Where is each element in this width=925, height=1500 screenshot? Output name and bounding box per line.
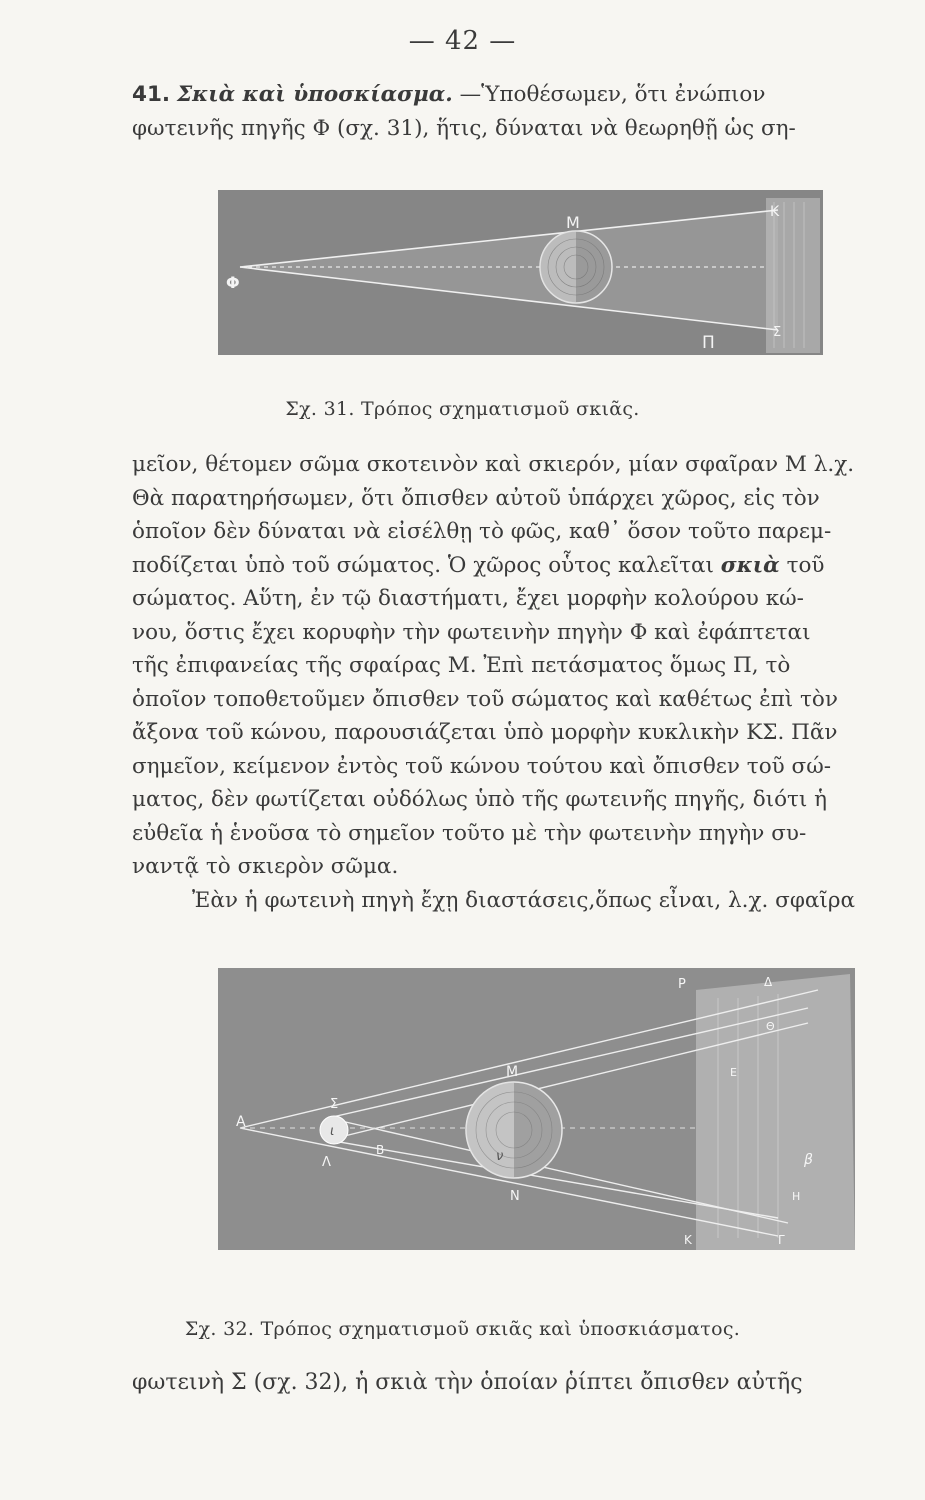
fig32-label-beta: β [804, 1152, 813, 1168]
figure-31-diagram [218, 190, 823, 355]
fig32-label-m: M [506, 1064, 519, 1080]
figure-32 [218, 968, 855, 1250]
fig32-label-n: N [510, 1189, 520, 1204]
body-paragraph [132, 448, 912, 917]
footer-paragraph [132, 1366, 912, 1400]
section-title: Σκιὰ καὶ ὑποσκίασμα. [176, 82, 453, 107]
body-line-3: ὁποῖον δὲν δύναται νὰ εἰσέλθῃ τὸ φῶς, καθ᾽ ὅσον τοῦτο παρεμ- [132, 519, 832, 544]
fig31-label-phi: Φ [226, 273, 240, 292]
fig31-label-m: M [566, 213, 580, 232]
body-line-9: ἄξονα τοῦ κώνου, παρουσιάζεται ὑπὸ μορφὴν κυκλικὴν ΚΣ. Πᾶν [132, 720, 838, 745]
body-line-1: μεῖον, θέτομεν σῶμα σκοτεινὸν καὶ σκιερόν, μίαν σφαῖραν Μ λ.χ. [132, 452, 855, 477]
fig31-label-pi: Π [702, 333, 715, 353]
fig32-label-h: H [792, 1190, 801, 1203]
section-number: 41. [132, 82, 171, 107]
intro-line-2: φωτεινῆς πηγῆς Φ (σχ. 31), ἥτις, δύναται νὰ θεωρηθῇ ὡς ση- [132, 115, 796, 141]
body-line-5: σώματος. Αὕτη, ἐν τῷ διαστήματι, ἔχει μορφὴν κολούρου κώ- [132, 586, 804, 611]
fig32-label-a: A [236, 1114, 246, 1130]
body-line-2: Θὰ παρατηρήσωμεν, ὅτι ὄπισθεν αὐτοῦ ὑπάρχει χῶρος, εἰς τὸν [132, 485, 820, 511]
intro-line-1: —Ὑποθέσωμεν, ὅτι ἐνώπιον [459, 82, 766, 107]
term-skia: σκιὰ [720, 552, 780, 578]
figure-31-caption: Σχ. 31. Τρόπος σχηματισμοῦ σκιᾶς. [285, 398, 640, 420]
figure-31 [218, 190, 823, 355]
body-line-11: ματος, δὲν φωτίζεται οὐδόλως ὑπὸ τῆς φωτεινῆς πηγῆς, διότι ἡ [132, 787, 828, 812]
fig32-label-sigma: Σ [330, 1097, 339, 1112]
footer-line: φωτεινὴ Σ (σχ. 32), ἡ σκιὰ τὴν ὁποίαν ῥίπτει ὄπισθεν αὐτῆς [132, 1370, 803, 1395]
page-number: — 42 — [408, 26, 517, 56]
section-intro [132, 78, 912, 145]
fig32-label-nu: ν [496, 1149, 504, 1164]
figure-32-diagram [218, 968, 855, 1250]
body-line-8: ὁποῖον τοποθετοῦμεν ὄπισθεν τοῦ σώματος καὶ καθέτως ἐπὶ τὸν [132, 686, 838, 712]
fig32-label-b: B [376, 1143, 385, 1157]
body-indent-line: Ἐὰν ἡ φωτεινὴ πηγὴ ἔχῃ διαστάσεις,ὅπως εἶναι, λ.χ. σφαῖρα [192, 887, 856, 913]
fig32-label-lambda: Λ [322, 1155, 331, 1170]
body-line-12: εὐθεῖα ἡ ἑνοῦσα τὸ σημεῖον τοῦτο μὲ τὴν φωτεινὴν πηγὴν συ- [132, 820, 807, 846]
fig32-label-rho: P [678, 977, 686, 992]
fig31-label-sigma: Σ [773, 325, 782, 340]
fig32-label-delta: Δ [764, 975, 773, 989]
body-line-4: ποδίζεται ὑπὸ τοῦ σώματος. Ὁ χῶρος οὗτος καλεῖται [132, 552, 714, 578]
body-line-10: σημεῖον, κείμενον ἐντὸς τοῦ κώνου τούτου καὶ ὄπισθεν τοῦ σώ- [132, 753, 832, 779]
fig32-label-e: E [730, 1066, 737, 1079]
fig31-label-k: K [770, 204, 780, 220]
body-line-7: τῆς ἐπιφανείας τῆς σφαίρας Μ. Ἐπὶ πετάσματος ὅμως Π, τὸ [132, 653, 791, 678]
body-line-13: ναντᾷ τὸ σκιερὸν σῶμα. [132, 854, 399, 879]
figure-32-caption: Σχ. 32. Τρόπος σχηματισμοῦ σκιᾶς καὶ ὑποσκιάσματος. [184, 1318, 741, 1340]
body-line-4-end: τοῦ [786, 552, 825, 578]
fig32-label-iota: ι [330, 1124, 335, 1139]
fig32-label-gamma: Γ [778, 1233, 785, 1247]
body-line-6: νου, ὅστις ἔχει κορυφὴν τὴν φωτεινὴν πηγὴν Φ καὶ ἐφάπτεται [132, 619, 811, 645]
fig32-label-theta: Θ [766, 1020, 775, 1033]
fig32-label-k: K [684, 1233, 692, 1247]
